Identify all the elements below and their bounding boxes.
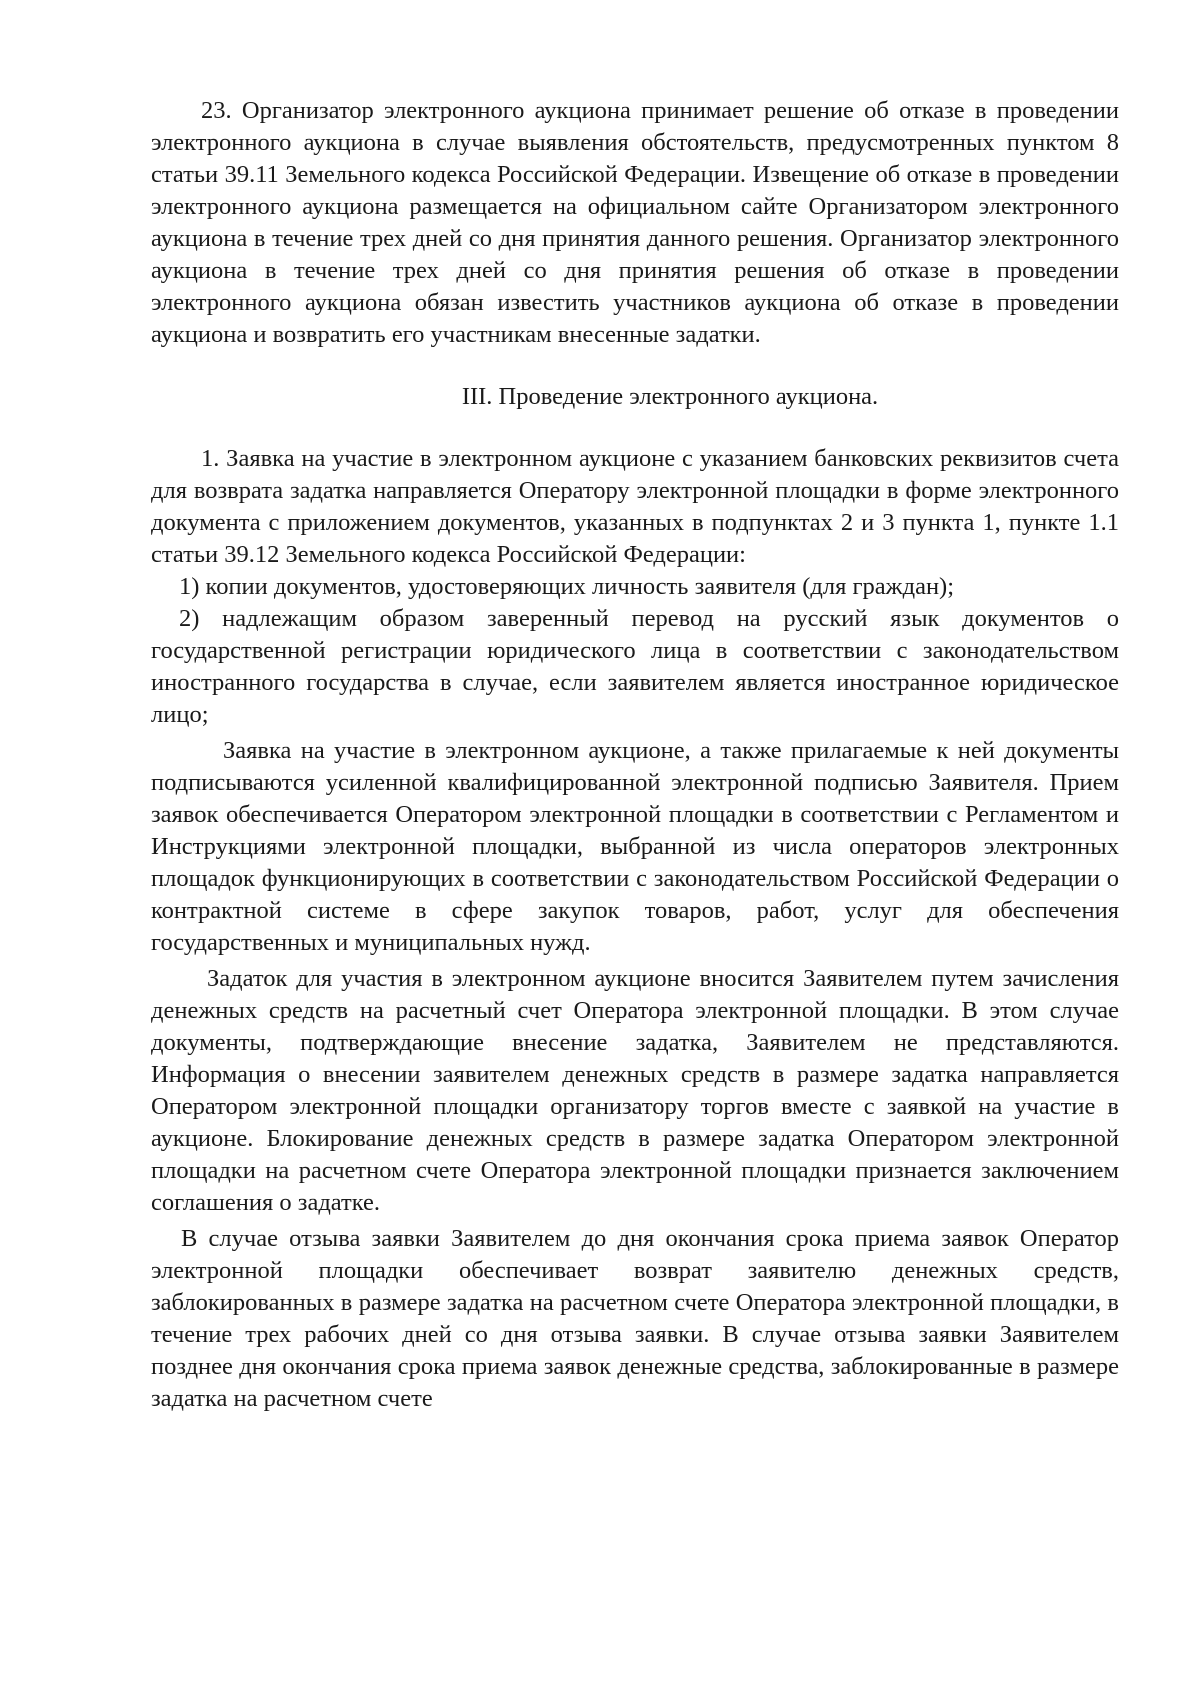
paragraph-application-withdrawal: В случае отзыва заявки Заявителем до дня окончания срока приема заявок Оператор электронной площадки обеспечивает возврат заявителю денежных средств, заблокированных в размере задатка на расчетном счете Оператора электронной площадки, в течение трех рабочих дней со дня отзыва заявки. В случае отзыва заявки Заявителем позднее дня окончания срока приема заявок денежные средства, заблокированные в размере задатка на расчетном счете <box>151 1225 1119 1412</box>
paragraph-23-auction-cancellation: 23. Организатор электронного аукциона принимает решение об отказе в проведении электронного аукциона в случае выявления обстоятельств, предусмотренных пунктом 8 статьи 39.11 Земельного кодекса Российской Федерации. Извещение об отказе в проведении электронного аукциона размещается на официальном сайте Организатором электронного аукциона в течение трех дней со дня принятия данного решения. Организатор электронного аукциона в течение трех дней со дня принятия решения об отказе в проведении электронного аукциона обязан известить участников аукциона об отказе в проведении аукциона и возвратить его участникам внесенные задатки. <box>151 97 1119 348</box>
document-body <box>151 95 1119 1415</box>
paragraph-application-signature: Заявка на участие в электронном аукционе, а также прилагаемые к ней документы подписываются усиленной квалифицированной электронной подписью Заявителя. Прием заявок обеспечивается Оператором электронной площадки в соответствии с Регламентом и Инструкциями электронной площадки, выбранной из числа операторов электронных площадок функционирующих в соответствии с законодательством Российской Федерации о контрактной системе в сфере закупок товаров, работ, услуг для обеспечения государственных и муниципальных нужд. <box>151 737 1119 956</box>
paragraph-1-application: 1. Заявка на участие в электронном аукционе с указанием банковских реквизитов счета для возврата задатка направляется Оператору электронной площадки в форме электронного документа с приложением документов, указанных в подпунктах 2 и 3 пункта 1, пункте 1.1 статьи 39.12 Земельного кодекса Российской Федерации: <box>151 445 1119 568</box>
section-heading: III. Проведение электронного аукциона. <box>461 383 879 410</box>
list-item-1-identity-documents: 1) копии документов, удостоверяющих личность заявителя (для граждан); <box>179 573 955 600</box>
paragraph-deposit: Задаток для участия в электронном аукционе вносится Заявителем путем зачисления денежных средств на расчетный счет Оператора электронной площадки. В этом случае документы, подтверждающие внесение задатка, Заявителем не представляются. Информация о внесении заявителем денежных средств в размере задатка направляется Оператором электронной площадки организатору торгов вместе с заявкой на участие в аукционе. Блокирование денежных средств в размере задатка Оператором электронной площадки на расчетном счете Оператора электронной площадки признается заключением соглашения о задатке. <box>151 965 1119 1216</box>
list-item-2-translated-registration: 2) надлежащим образом заверенный перевод на русский язык документов о государственной регистрации юридического лица в соответствии с законодательством иностранного государства в случае, если заявителем является иностранное юридическое лицо; <box>151 605 1119 728</box>
